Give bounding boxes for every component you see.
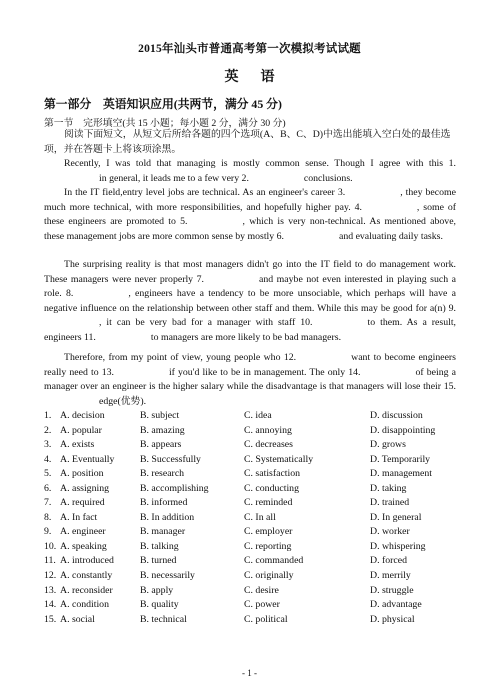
option-row: 5. A. position B. research C. satisfaction D. management [44, 468, 433, 480]
instructions: 阅读下面短文，从短文后所给各题的四个选项(A、B、C、D)中选出能填入空白处的最佳选项，并在答题卡上将该项涂黑。 [44, 129, 451, 155]
option-row: 4. A. Eventually B. Successfully C. Systematically D. Temporarily [44, 453, 431, 465]
passage-paragraph-2: In the IT field,entry level jobs are technical. As an engineer's career 3. , they become much more technical, with more responsibilities, and hopefully higher pay. 4. , some of these engineers are promoted to 5. , which is very non-technical. As mentioned above, these management jobs are more common sense by mostly 6. and evaluating daily tasks. [44, 187, 456, 242]
option-row: 3. A. exists B. appears C. decreases D. grows [44, 439, 406, 451]
passage-paragraph-3: The surprising reality is that most managers didn't go into the IT field to do management work. These managers were never properly 7. and maybe not even interested in playing such a role. 8. , engineers have a tendency to be more unsociable, which perhaps will have a negative influence on the relationship between other staff and them. While this may be good for a(n) 9., it can be very bad for a manager with staff 10. to them. As a result, engineers 11. to managers are more likely to be bad managers. [44, 259, 456, 343]
subject-heading: 英语 [224, 70, 297, 85]
option-row: 15. A. social B. technical C. political D. physical [44, 613, 415, 625]
exam-title: 2015年汕头市普通高考第一次模拟考试试题 [138, 43, 361, 55]
option-row: 6. A. assigning B. accomplishing C. conducting D. taking [44, 482, 407, 494]
option-row: 2. A. popular B. amazing C. annoying D. disappointing [44, 424, 436, 436]
section-heading: 第一节 完形填空(共 15 小题；每小题 2 分，满分 30 分) [44, 118, 286, 129]
option-row: 11. A. introduced B. turned C. commanded D. forced [44, 555, 407, 567]
option-row: 12. A. constantly B. necessarily C. originally D. merrily [44, 570, 411, 582]
passage-paragraph-4: Therefore, from my point of view, young people who 12. want to become engineers really need to 13. if you'd like to be in management. The only 14. of being a manager over an engineer is the higher salary while the disadvantage is that managers will lose their 15.edge(优势). [44, 352, 456, 407]
option-row: 8. A. In fact B. In addition C. In all D. In general [44, 511, 422, 523]
options-table [44, 409, 464, 627]
part-heading: 第一部分 英语知识应用(共两节，满分 45 分) [44, 97, 282, 111]
option-row: 9. A. engineer B. manager C. employer D. worker [44, 526, 410, 538]
option-row: 13. A. reconsider B. apply C. desire D. struggle [44, 584, 414, 596]
page-number: - 1 - [242, 668, 257, 678]
option-row: 14. A. condition B. quality C. power D. advantage [44, 599, 422, 611]
option-row: 10. A. speaking B. talking C. reporting D. whispering [44, 540, 426, 552]
option-row: 1. A. decision B. subject C. idea D. discussion [44, 410, 423, 421]
passage-paragraph-1: Recently, I was told that managing is mostly common sense. Though I agree with this 1.in general, it leads me to a few very 2. conclusions. [64, 158, 456, 184]
option-row: 7. A. required B. informed C. reminded D. trained [44, 497, 410, 509]
